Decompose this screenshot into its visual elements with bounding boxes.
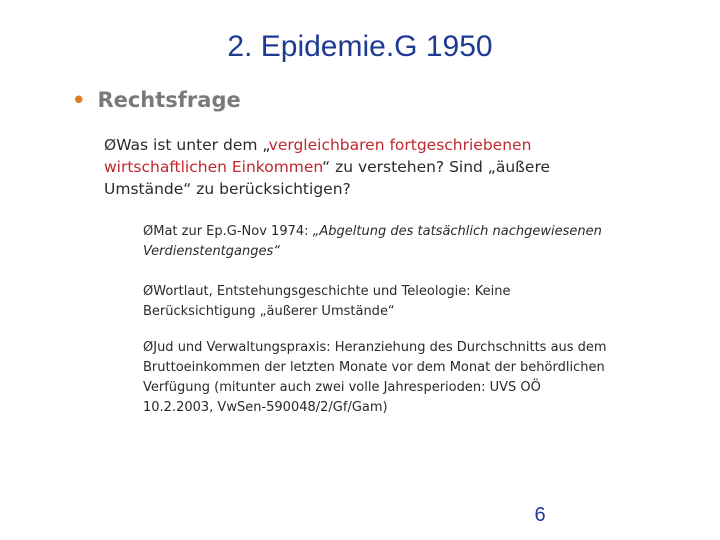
question-text-a: Was ist unter dem „ [116,136,269,154]
jurisprudence-paragraph [143,338,613,418]
materials-paragraph [143,222,613,262]
materials-text: Mat zur Ep.G-Nov 1974: [153,224,313,239]
heading-text: Rechtsfrage [97,88,241,112]
question-text-c: “ zu verstehen? Sind „äußere Umstände“ zu berücksichtigen? [104,158,551,198]
question-highlight: vergleichbaren fortgeschriebenen wirtschaftlichen Einkommen [104,136,532,176]
arrow-bullet-icon: Ø [104,136,117,154]
arrow-bullet-icon: Ø [143,284,154,299]
wording-paragraph [143,282,603,322]
bullet-dot-icon: • [72,88,86,112]
heading-bullet [72,88,241,112]
materials-quote: „Abgeltung des tatsächlich nachgewiesenen Verdienstentganges“ [143,224,602,259]
page-number: 6 [534,504,546,526]
arrow-bullet-icon: Ø [143,340,154,355]
question-paragraph [104,134,564,200]
jurisprudence-text: Jud und Verwaltungspraxis: Heranziehung des Durchschnitts aus dem Bruttoeinkommen der letzten Monate vor dem Monat der behördlichen Verfügung (mitunter auch zwei volle Jahresperioden: UVS OÖ 10.2.2003, VwSen-590048/2/Gf/Gam) [143,340,607,415]
slide-title: 2. Epidemie.G 1950 [227,30,493,63]
arrow-bullet-icon: Ø [143,224,154,239]
wording-text: Wortlaut, Entstehungsgeschichte und Teleologie: Keine Berücksichtigung „äußerer Umstände“ [143,284,511,319]
